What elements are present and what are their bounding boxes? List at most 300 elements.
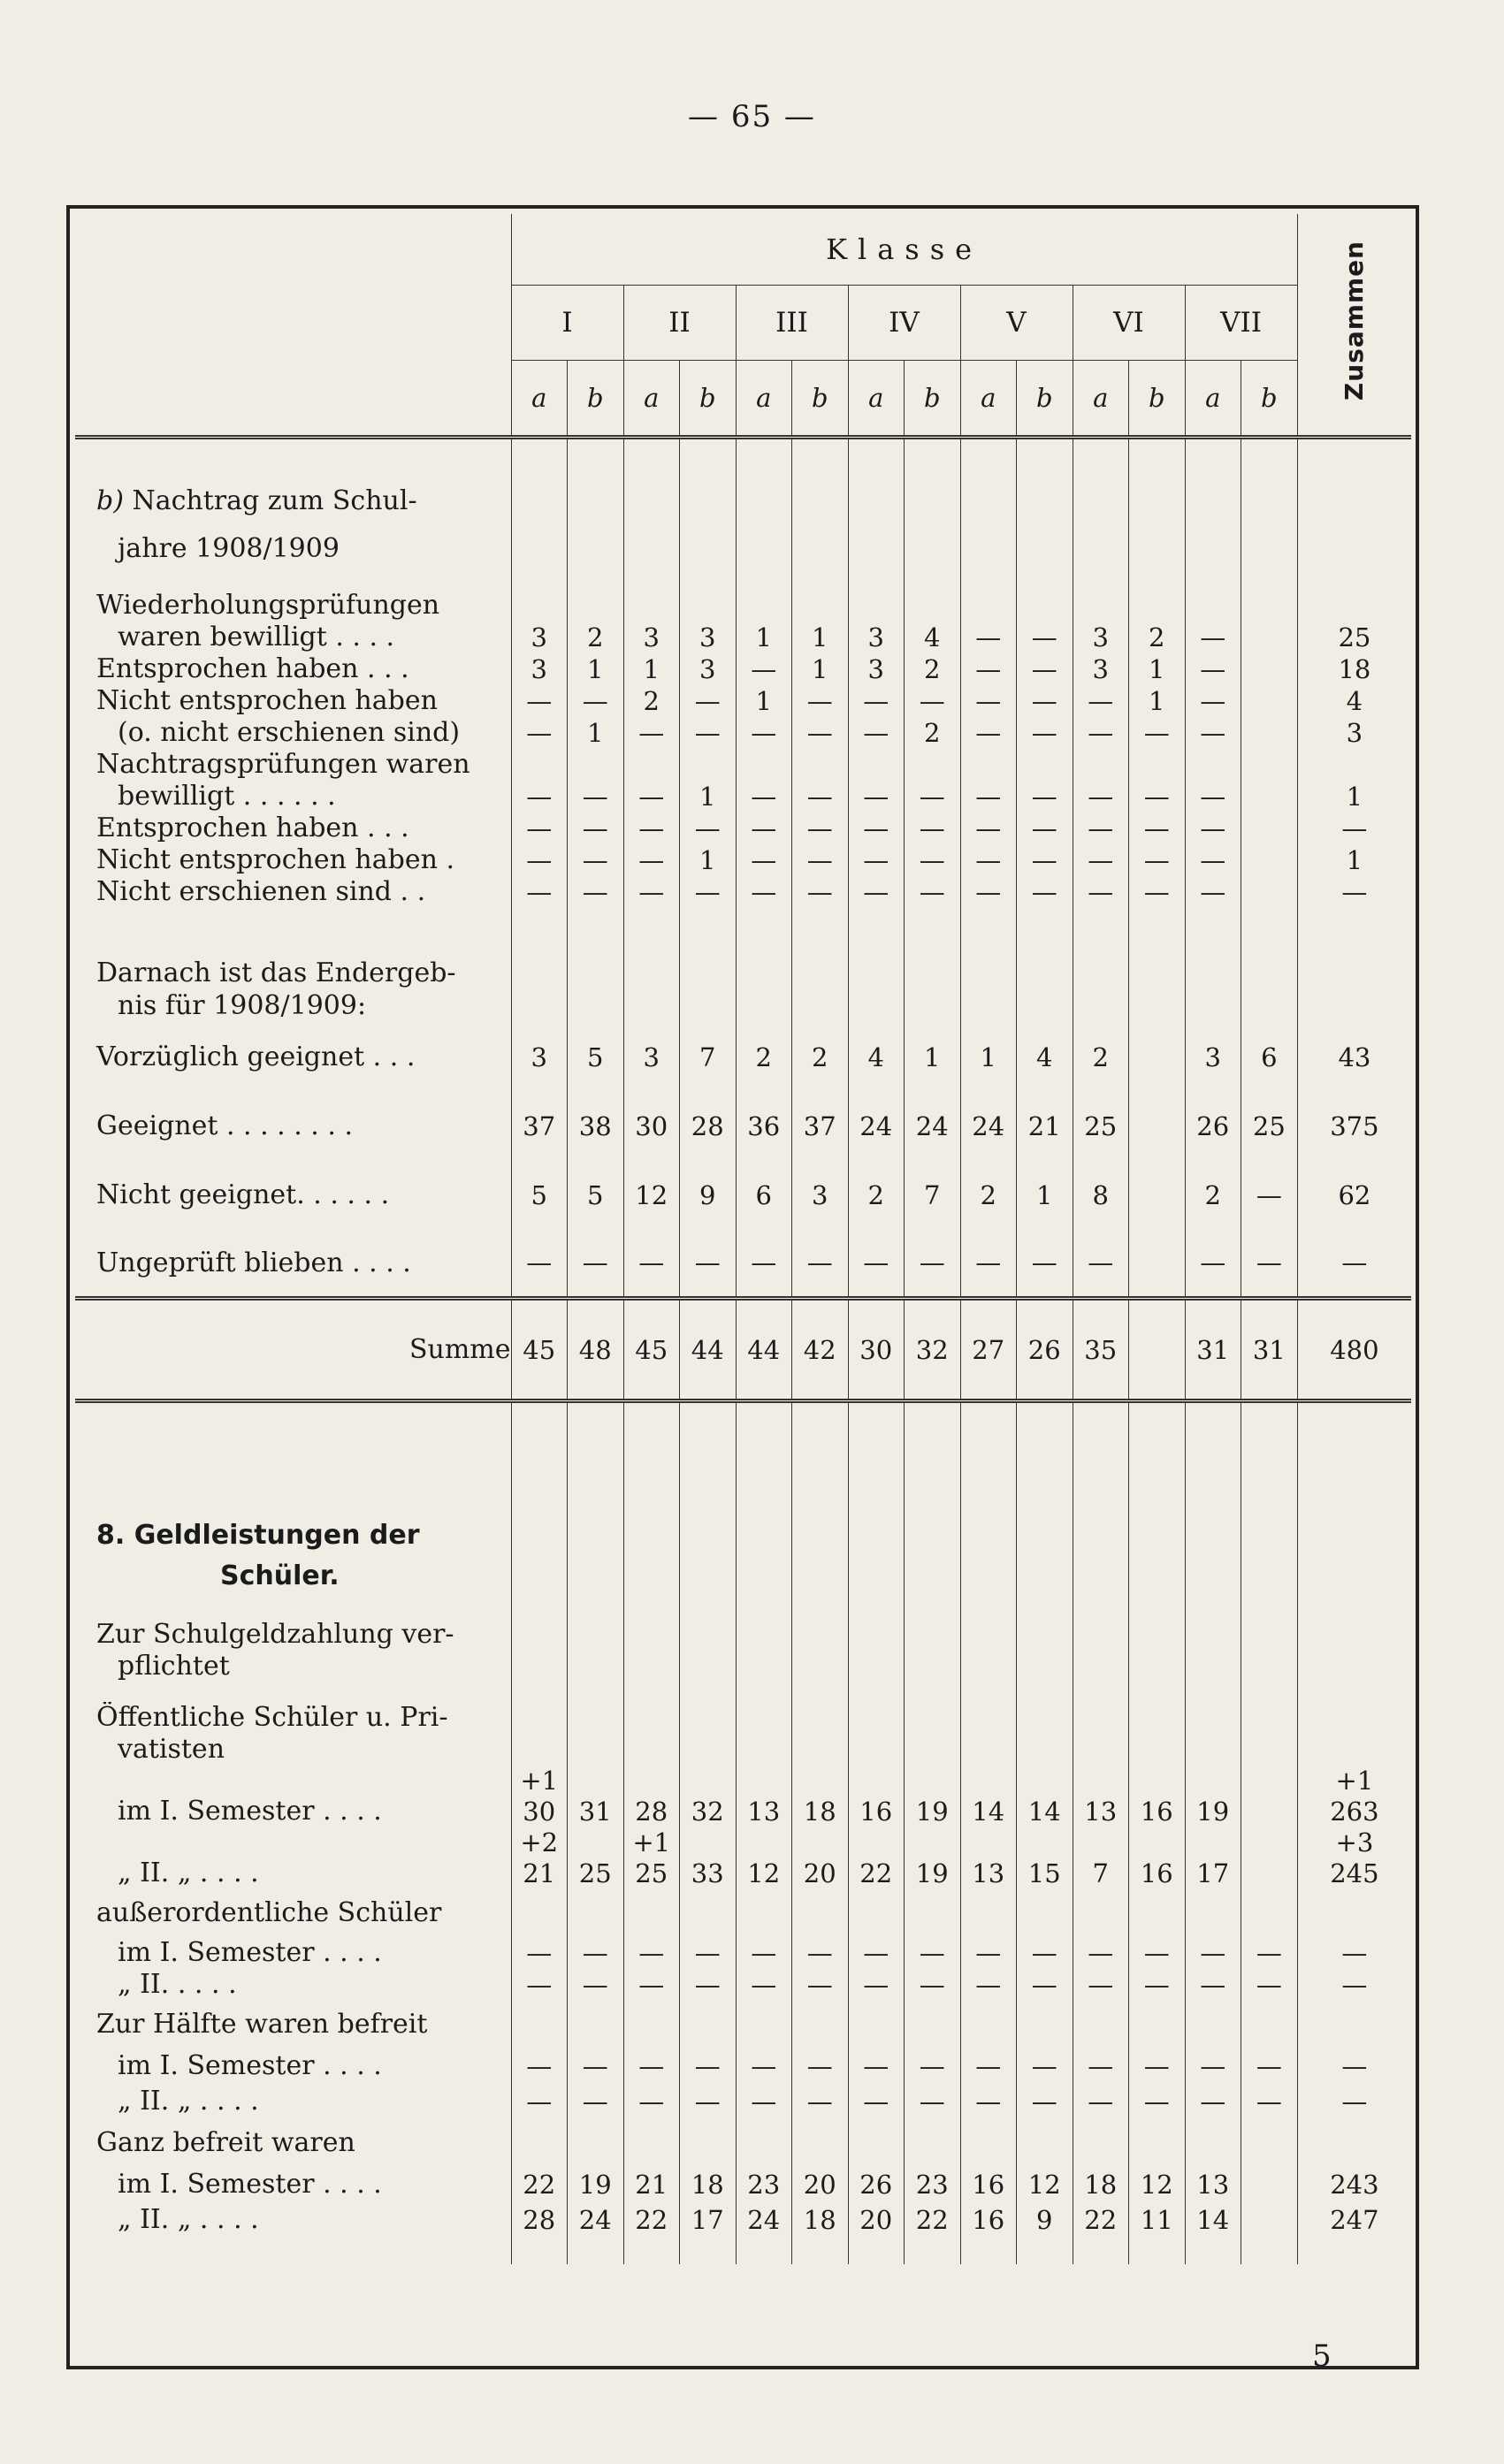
- value-cell: [1241, 1619, 1298, 1651]
- value-cell: —: [848, 685, 905, 717]
- value-cell: —: [1017, 781, 1073, 812]
- value-cell: —: [1185, 2048, 1241, 2084]
- value-cell: [792, 1682, 849, 1702]
- value-cell: [1185, 2238, 1241, 2264]
- value-cell: —: [511, 876, 568, 908]
- table-row: [75, 1827, 1411, 1858]
- value-cell: 1: [960, 1023, 1017, 1092]
- footer-number: 5: [1312, 2338, 1332, 2374]
- value-cell: [1241, 989, 1298, 1023]
- value-cell: [960, 2119, 1017, 2167]
- value-cell: [1017, 2001, 1073, 2048]
- value-cell: 26: [848, 2167, 905, 2202]
- value-cell: [736, 2238, 792, 2264]
- value-cell: [1185, 1766, 1241, 1796]
- value-cell: [960, 1734, 1017, 1766]
- value-cell: [1185, 590, 1241, 622]
- value-cell: [623, 2119, 680, 2167]
- row-label: [75, 1555, 511, 1598]
- table-row: [75, 1023, 1411, 1092]
- value-cell: [1073, 1516, 1129, 1555]
- value-cell: [1185, 469, 1241, 533]
- value-cell: [680, 1766, 737, 1796]
- value-cell: 2: [1073, 1023, 1129, 1092]
- value-cell: [623, 469, 680, 533]
- value-cell: [680, 2001, 737, 2048]
- value-cell: —: [680, 1230, 737, 1299]
- value-cell: [848, 957, 905, 989]
- row-label: waren bewilligt . . . .: [118, 622, 395, 652]
- row-label: Ganz befreit waren: [96, 2127, 355, 2158]
- value-cell: [848, 2238, 905, 2264]
- value-cell: 2: [905, 653, 961, 685]
- value-cell: 3: [1073, 622, 1129, 653]
- value-cell: [1241, 2167, 1298, 2202]
- value-cell: —: [1185, 717, 1241, 749]
- value-cell: [905, 1619, 961, 1651]
- value-cell: 26: [1017, 1299, 1073, 1401]
- value-cell: [960, 1889, 1017, 1937]
- total-cell: [1297, 565, 1411, 590]
- value-cell: [1129, 2001, 1186, 2048]
- subclass-header: b: [905, 361, 961, 438]
- value-cell: [511, 1734, 568, 1766]
- value-cell: [568, 908, 624, 957]
- value-cell: —: [568, 2048, 624, 2084]
- value-cell: 22: [905, 2202, 961, 2238]
- value-cell: [792, 1555, 849, 1598]
- total-cell: [1297, 1598, 1411, 1619]
- table-row: [75, 438, 1411, 469]
- total-cell: 243: [1297, 2167, 1411, 2202]
- row-label: Zur Hälfte waren befreit: [96, 2009, 428, 2040]
- value-cell: 33: [680, 1858, 737, 1889]
- value-cell: [736, 1889, 792, 1937]
- value-cell: [1129, 1401, 1186, 1516]
- value-cell: —: [511, 2084, 568, 2119]
- value-cell: —: [568, 781, 624, 812]
- value-cell: [905, 2001, 961, 2048]
- value-cell: —: [736, 812, 792, 844]
- row-label: vatisten: [118, 1734, 225, 1765]
- table-row: [75, 1401, 1411, 1516]
- value-cell: [905, 1827, 961, 1858]
- value-cell: [736, 1619, 792, 1651]
- value-cell: [1017, 1516, 1073, 1555]
- value-cell: —: [960, 1937, 1017, 1969]
- value-cell: —: [736, 844, 792, 876]
- value-cell: —: [623, 1937, 680, 1969]
- value-cell: [1129, 1161, 1186, 1230]
- value-cell: —: [1017, 1969, 1073, 2001]
- value-cell: [960, 957, 1017, 989]
- value-cell: 1: [792, 653, 849, 685]
- value-cell: [568, 1516, 624, 1555]
- value-cell: [1241, 844, 1298, 876]
- value-cell: 17: [1185, 1858, 1241, 1889]
- value-cell: [960, 1598, 1017, 1619]
- value-cell: —: [1185, 1969, 1241, 2001]
- value-cell: [680, 590, 737, 622]
- value-cell: [1241, 438, 1298, 469]
- total-cell: 375: [1297, 1092, 1411, 1161]
- total-cell: [1297, 1619, 1411, 1651]
- value-cell: —: [1073, 844, 1129, 876]
- zur-heading: [75, 1619, 1411, 1651]
- total-cell: [1297, 2238, 1411, 2264]
- value-cell: [1129, 1230, 1186, 1299]
- value-cell: [1185, 1555, 1241, 1598]
- total-cell: 3: [1297, 717, 1411, 749]
- value-cell: [792, 533, 849, 565]
- value-cell: [1185, 2001, 1241, 2048]
- value-cell: [905, 590, 961, 622]
- value-cell: —: [960, 717, 1017, 749]
- zusammen-label: Zusammen: [1340, 240, 1370, 401]
- value-cell: —: [1017, 653, 1073, 685]
- value-cell: [905, 1516, 961, 1555]
- table-row: [75, 1161, 1411, 1230]
- value-cell: 4: [1017, 1023, 1073, 1092]
- value-cell: 1: [1129, 653, 1186, 685]
- value-cell: 2: [792, 1023, 849, 1092]
- endergebnis-heading-2: [75, 989, 1411, 1023]
- value-cell: [792, 2119, 849, 2167]
- value-cell: [1073, 1598, 1129, 1619]
- value-cell: [623, 533, 680, 565]
- value-cell: [680, 989, 737, 1023]
- page-number: — 65 —: [688, 99, 816, 134]
- value-cell: 1: [905, 1023, 961, 1092]
- row-label: Ungeprüft blieben . . . .: [96, 1247, 411, 1278]
- total-cell: [1297, 469, 1411, 533]
- value-cell: —: [680, 1969, 737, 2001]
- value-cell: [960, 1651, 1017, 1682]
- row-label: [75, 908, 511, 957]
- value-cell: [1129, 2238, 1186, 2264]
- value-cell: [1241, 908, 1298, 957]
- value-cell: 9: [680, 1161, 737, 1230]
- value-cell: [1129, 469, 1186, 533]
- table-row: [75, 622, 1411, 653]
- value-cell: —: [792, 781, 849, 812]
- value-cell: —: [1073, 717, 1129, 749]
- value-cell: —: [1129, 2084, 1186, 2119]
- value-cell: 2: [848, 1161, 905, 1230]
- subclass-header: b: [680, 361, 737, 438]
- value-cell: 13: [960, 1858, 1017, 1889]
- value-cell: —: [848, 1937, 905, 1969]
- value-cell: [511, 1889, 568, 1937]
- row-label: [75, 1516, 511, 1555]
- value-cell: [1017, 908, 1073, 957]
- total-cell: [1297, 908, 1411, 957]
- value-cell: 3: [1073, 653, 1129, 685]
- value-cell: [511, 1555, 568, 1598]
- row-label: Nachtragsprüfungen waren: [96, 749, 470, 780]
- value-cell: [568, 565, 624, 590]
- value-cell: [1073, 989, 1129, 1023]
- value-cell: [568, 1827, 624, 1858]
- table-row: [75, 812, 1411, 844]
- value-cell: —: [1073, 1230, 1129, 1299]
- value-cell: [792, 989, 849, 1023]
- value-cell: 2: [1185, 1161, 1241, 1230]
- value-cell: 3: [623, 622, 680, 653]
- value-cell: [623, 2001, 680, 2048]
- value-cell: —: [1129, 844, 1186, 876]
- total-cell: 62: [1297, 1161, 1411, 1230]
- value-cell: [1241, 590, 1298, 622]
- value-cell: [1129, 1889, 1186, 1937]
- value-cell: [623, 1682, 680, 1702]
- value-cell: —: [623, 2084, 680, 2119]
- value-cell: 6: [736, 1161, 792, 1230]
- class-header-4: IV: [848, 286, 960, 361]
- value-cell: —: [905, 844, 961, 876]
- value-cell: —: [568, 812, 624, 844]
- value-cell: 18: [792, 2202, 849, 2238]
- value-cell: [680, 1827, 737, 1858]
- value-cell: [1017, 989, 1073, 1023]
- value-cell: [1017, 533, 1073, 565]
- value-cell: 12: [736, 1858, 792, 1889]
- value-cell: [680, 957, 737, 989]
- value-cell: [1241, 1796, 1298, 1827]
- value-cell: —: [736, 1969, 792, 2001]
- value-cell: [1129, 533, 1186, 565]
- value-cell: [511, 438, 568, 469]
- subclass-header: a: [848, 361, 905, 438]
- value-cell: [1129, 1827, 1186, 1858]
- row-label: bewilligt . . . . . .: [118, 781, 336, 812]
- value-cell: [568, 1651, 624, 1682]
- value-cell: —: [1017, 1937, 1073, 1969]
- value-cell: [1185, 533, 1241, 565]
- value-cell: [680, 1702, 737, 1734]
- value-cell: [960, 2001, 1017, 2048]
- value-cell: 20: [848, 2202, 905, 2238]
- value-cell: [1017, 1889, 1073, 1937]
- table-row: [75, 590, 1411, 622]
- value-cell: [1129, 438, 1186, 469]
- row-label: Wiederholungsprüfungen: [96, 590, 440, 621]
- row-label: Nicht erschienen sind . .: [96, 876, 426, 907]
- value-cell: —: [848, 1230, 905, 1299]
- value-cell: [960, 438, 1017, 469]
- ausser-heading: [75, 1889, 1411, 1937]
- value-cell: [1073, 438, 1129, 469]
- row-label: (o. nicht erschienen sind): [118, 717, 461, 748]
- value-cell: 25: [1241, 1092, 1298, 1161]
- value-cell: —: [736, 717, 792, 749]
- value-cell: [623, 1619, 680, 1651]
- value-cell: [1185, 565, 1241, 590]
- value-cell: 2: [960, 1161, 1017, 1230]
- value-cell: [905, 1555, 961, 1598]
- value-cell: —: [960, 812, 1017, 844]
- total-cell: [1297, 2001, 1411, 2048]
- value-cell: [511, 1702, 568, 1734]
- value-cell: [680, 1889, 737, 1937]
- value-cell: [960, 989, 1017, 1023]
- value-cell: [960, 1682, 1017, 1702]
- value-cell: 20: [792, 2167, 849, 2202]
- oeff-heading: [75, 1702, 1411, 1734]
- value-cell: [680, 908, 737, 957]
- table-row: [75, 1858, 1411, 1889]
- value-cell: [736, 957, 792, 989]
- value-cell: [1241, 469, 1298, 533]
- table-row: [75, 844, 1411, 876]
- value-cell: [960, 469, 1017, 533]
- value-cell: —: [511, 1230, 568, 1299]
- total-cell: 480: [1297, 1299, 1411, 1401]
- class-header-6: VI: [1073, 286, 1185, 361]
- table-row: [75, 1516, 1411, 1555]
- table-row: [75, 749, 1411, 781]
- value-cell: 12: [623, 1161, 680, 1230]
- value-cell: —: [623, 717, 680, 749]
- row-label: [75, 1401, 511, 1516]
- value-cell: [680, 1682, 737, 1702]
- value-cell: [1073, 1682, 1129, 1702]
- value-cell: —: [736, 1230, 792, 1299]
- total-cell: 245: [1297, 1858, 1411, 1889]
- value-cell: [848, 908, 905, 957]
- row-label: Nicht entsprochen haben .: [96, 844, 454, 875]
- subclass-header: b: [1241, 361, 1298, 438]
- value-cell: [1129, 1516, 1186, 1555]
- total-cell: +1: [1297, 1766, 1411, 1796]
- value-cell: [792, 2238, 849, 2264]
- value-cell: [848, 1766, 905, 1796]
- value-cell: 13: [1185, 2167, 1241, 2202]
- value-cell: 16: [1129, 1858, 1186, 1889]
- statistics-table: [75, 214, 1411, 2264]
- total-cell: 263: [1297, 1796, 1411, 1827]
- value-cell: [736, 1401, 792, 1516]
- value-cell: —: [1073, 685, 1129, 717]
- value-cell: [1241, 1889, 1298, 1937]
- value-cell: [623, 1401, 680, 1516]
- value-cell: [736, 469, 792, 533]
- value-cell: —: [511, 717, 568, 749]
- value-cell: —: [1073, 2084, 1129, 2119]
- value-cell: [1017, 565, 1073, 590]
- value-cell: 44: [680, 1299, 737, 1401]
- value-cell: —: [623, 2048, 680, 2084]
- value-cell: 12: [1017, 2167, 1073, 2202]
- value-cell: [1241, 1516, 1298, 1555]
- value-cell: [623, 590, 680, 622]
- total-cell: [1297, 1702, 1411, 1734]
- value-cell: 18: [792, 1796, 849, 1827]
- value-cell: [1017, 1827, 1073, 1858]
- value-cell: —: [960, 876, 1017, 908]
- value-cell: 23: [736, 2167, 792, 2202]
- value-cell: [511, 2001, 568, 2048]
- value-cell: 7: [1073, 1858, 1129, 1889]
- value-cell: —: [792, 1937, 849, 1969]
- value-cell: [848, 749, 905, 781]
- value-cell: —: [568, 876, 624, 908]
- summe-row: [75, 1299, 1411, 1401]
- value-cell: 7: [905, 1161, 961, 1230]
- value-cell: 36: [736, 1092, 792, 1161]
- row-label: im I. Semester . . . .: [118, 1937, 382, 1968]
- value-cell: 28: [511, 2202, 568, 2238]
- value-cell: [680, 565, 737, 590]
- value-cell: [568, 989, 624, 1023]
- value-cell: [792, 1598, 849, 1619]
- section-8-heading: 8. Geldleistungen der: [96, 1520, 420, 1551]
- value-cell: —: [1017, 622, 1073, 653]
- value-cell: [623, 565, 680, 590]
- value-cell: [1017, 1401, 1073, 1516]
- value-cell: [736, 565, 792, 590]
- value-cell: [1241, 685, 1298, 717]
- value-cell: —: [792, 1230, 849, 1299]
- value-cell: [1185, 1401, 1241, 1516]
- value-cell: [1073, 2001, 1129, 2048]
- value-cell: —: [960, 685, 1017, 717]
- total-cell: —: [1297, 2084, 1411, 2119]
- value-cell: [568, 590, 624, 622]
- value-cell: [792, 438, 849, 469]
- value-cell: [848, 1889, 905, 1937]
- value-cell: —: [1017, 2048, 1073, 2084]
- value-cell: [736, 2001, 792, 2048]
- value-cell: [568, 1682, 624, 1702]
- value-cell: [1017, 2119, 1073, 2167]
- value-cell: —: [736, 653, 792, 685]
- value-cell: [792, 1619, 849, 1651]
- value-cell: —: [848, 876, 905, 908]
- table-row: [75, 2167, 1411, 2202]
- value-cell: 13: [736, 1796, 792, 1827]
- value-cell: [792, 1651, 849, 1682]
- value-cell: [792, 565, 849, 590]
- value-cell: [1129, 1555, 1186, 1598]
- value-cell: —: [1017, 2084, 1073, 2119]
- value-cell: [623, 1734, 680, 1766]
- value-cell: [623, 1555, 680, 1598]
- value-cell: 42: [792, 1299, 849, 1401]
- klasse-header: Klasse: [511, 214, 1297, 286]
- value-cell: [1241, 653, 1298, 685]
- value-cell: [1073, 590, 1129, 622]
- value-cell: —: [1185, 876, 1241, 908]
- value-cell: [1073, 2119, 1129, 2167]
- value-cell: 16: [848, 1796, 905, 1827]
- value-cell: [1017, 957, 1073, 989]
- value-cell: —: [1241, 1230, 1298, 1299]
- value-cell: 24: [960, 1092, 1017, 1161]
- value-cell: [511, 2238, 568, 2264]
- value-cell: —: [960, 653, 1017, 685]
- total-cell: 1: [1297, 844, 1411, 876]
- value-cell: 3: [1185, 1023, 1241, 1092]
- value-cell: [848, 590, 905, 622]
- value-cell: [1185, 1889, 1241, 1937]
- value-cell: —: [568, 2084, 624, 2119]
- table-row: [75, 2048, 1411, 2084]
- value-cell: [905, 2119, 961, 2167]
- value-cell: —: [960, 2048, 1017, 2084]
- value-cell: [623, 1516, 680, 1555]
- value-cell: [680, 1516, 737, 1555]
